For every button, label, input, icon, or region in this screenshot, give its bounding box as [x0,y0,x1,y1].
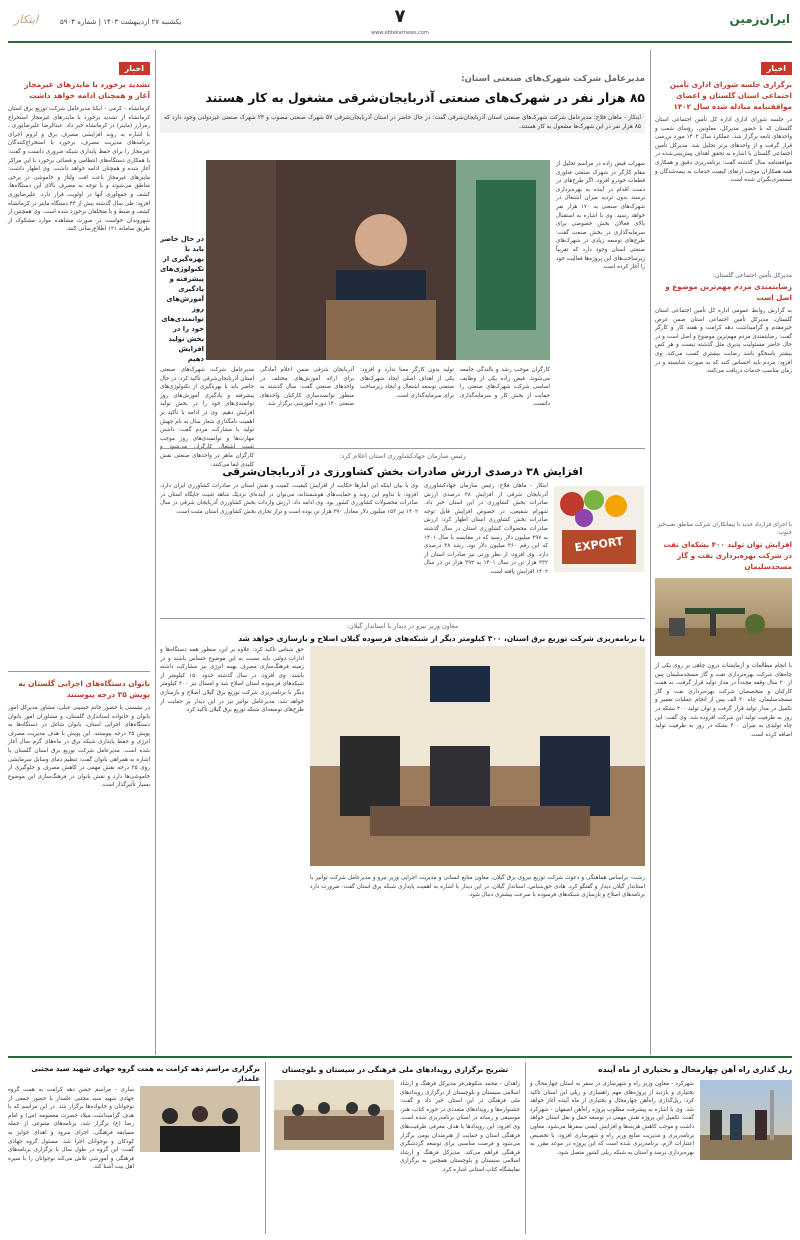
power-body-2: حق شناس تاکید کرد: علاوه بر این، منظور همه دستگاه‌ها و ادارات دولتی باید نسبت به این موضوع حساس باشند و در زمینه فرهنگ‌سازی مصرف بهینه انرژی نیز مشارکت داشته باشند. وی افزود: در سال گذشته حدود ۱۵۰ کیلومتر از شبکه‌های فرسوده استان اصلاح شد و امسال نیز ۳۰۰ کیلومتر دیگر با برنامه‌ریزی شرکت توزیع برق گیلان اصلاح و بازسازی خواهد شد. مدیرعامل توانیر نیز در این دیدار بر حمایت از طرح‌های توسعه‌ای شبکه توزیع برق گیلان تأکید کرد. [160,647,304,714]
export-image [554,486,644,572]
power-caption: معاون وزیر نیرو در دیدار با استاندار گیلان: [346,622,459,630]
b2-title: تشریح برگزاری رویدادهای ملی فرهنگی در سیستان و بلوچستان [281,1065,509,1074]
news-tag: اخبار [761,62,792,75]
export-kicker: رئیس سازمان جهادکشاورزی استان اعلام کرد: [339,452,466,460]
oil-pump-icon [655,578,792,656]
lead-body-1: سهراب قیض زاده در مراسم تجلیل از مقام کارگر در شهرک صنعتی فناوری قطعات خودرو افزود: اگر طرح‌های در دست اقدام در آینده به بهره‌برداری برسند بدون تردید میزان اشتغال در شهرک‌های صنعتی به ۱۷۰ هزار نفر خواهد رسید. وی با اشاره به استقبال بالای فعالان بخش خصوصی برای سرمایه‌گذاری در بخش صنعت گفت: طرح‌های توسعه زیادی در شهرک‌های صنعتی استان وجود دارد که تقریباً زیرساخت‌های این پروژه‌ها فعالیت خود را آغاز کرده است. [556,161,645,271]
meeting-room-icon [310,646,645,866]
lead-lede: ایتکار - ماهان فلاح: مدیرعامل شرکت شهرک‌های صنعتی استان آذربایجان‌شرقی گفت: در حال حاضر در استان آذربایجان‌شرقی ۵۷ شهرک صنعتی مصوب و ۲۳ شهرک صنعتی غیردولتی وجود دارد که ۸۵ هزار نفر در این شهرک‌ها مشغول به کار هستند. [160,113,645,133]
issue-line: یکشنبه ۲۷ اردیبهشت ۱۴۰۳ | شماره ۵۹۰۴ [60,18,182,26]
lead-body-5: آذربایجان شرقی ضمن اعلام آمادگی برای ارائه آموزش‌های مختلف در واحدهای صنعتی گفت: سال گذشته به منظور توانمندسازی کارکنان واحدهای صنعتی ۱۴۰ دوره آموزشی برگزار شد. [260,367,354,408]
masthead-rule [8,41,792,43]
left-story2-body: در نشستی با حضور خانم حسینی جبلی، مشاور مدیرکل امور بانوان و خانواده استانداری گلستان، و مشاوران امور بانوان دستگاه‌های اجرایی استان، بانوان شاغل در دستگاه‌ها به پویش ۲۵ درجه پیوستند. این پویش با هدف مدیریت مصرف انرژی و حفظ پایداری شبکه برق در ماه‌های گرم سال آغاز شده است. مدیرعامل شرکت توزیع برق استان گلستان با اشاره به همراهی بانوان گفت: تنظیم دمای وسایل سرمایشی روی ۲۵ درجه نقش مهمی در کاهش مصرف و جلوگیری از خاموشی‌ها دارد و نقش بانوان در فرهنگ‌سازی این موضوع بسیار تأثیرگذار است. [8,705,150,789]
export-body-1: ابتکار - ماهان فلاح: رئیس سازمان جهادکشاورزی آذربایجان شرقی از افزایش ۳۸ درصدی ارزش صادرات بخش کشاورزی در این استان خبر داد. شهرام شفیعی، در خصوص افزایش قابل توجه صادرات بخش کشاورزی استان اظهار کرد: ارزش صادرات محصولات کشاورزی استان در سال گذشته به ۴۹۷ میلیون دلار رسید که در مقایسه با سال ۱۴۰۱ که این رقم ۳۶۰ میلیون دلار بود، رشد ۳۸ درصدی دارد. وی افزود: از نظر وزنی نیز صادرات استان از ۳۳۲ هزار تن در سال ۱۴۰۱ به ۳۹۲ هزار تن در سال ۱۴۰۲ افزایش یافته است. [424,483,548,575]
website[interactable]: www.ebtekarnews.com [371,30,429,36]
page-number: ۷ [394,6,406,27]
bottom-rule-b [265,1062,266,1234]
right-column [655,56,792,1056]
right-story2-subtitle: مدیرکل تأمین اجتماعی گلستان: [713,272,792,279]
left-column [8,56,150,1056]
lead-kicker: مدیرعامل شرکت شهرک‌های صنعتی استان: [461,74,645,84]
col-rule-left [155,50,156,1055]
oil-well-photo [655,578,792,656]
lead-body-2b: مدیرعامل شرکت شهرک‌های صنعتی استان آذربایجان‌شرقی تأکید کرد: در حال حاضر باید با بهره‌گیری از تکنولوژی‌های پیشرفته و یادگیری آموزش‌های روز توانمندی‌های خود را در بخش تولید افزایش دهیم. وی در ادامه با تأکید بر اهمیت نامگذاری شعار سال به نام جهش تولید با مشارکت مردم گفت: داشتن مهارت‌ها و توانمندی‌های روز موجب کارگران ماهر در واحدهای صنعتی نقش کلیدی ایفا می‌کنند. [160,367,254,468]
logo-mark: ابتکار [13,13,39,26]
col-rule-right [650,50,651,1055]
bottom-rule [8,1056,792,1058]
export-body-2: وی با بیان اینکه این آمارها حکایت از افزایش کیفیت، کمیت و نقش استان در صادرات کشاورزی ایران دارد، افزود: با تداوم این روند و حمایت‌های هوشمندانه، می‌توان در آینده‌ای نزدیک شاهد تثبیت جایگاه استان در صادرات محصولات کشاورزی کشور بود. وی ادامه داد: ارزش واردات بخش کشاورزی آذربایجان شرقی در سال ۱۴۰۲ نیز ۱۵۳ میلیون دلار معادل ۳۹۰ هزار تن بوده است و تراز تجاری بخش کشاورزی استان مثبت است. [160,483,418,515]
left-story2-title: بانوان دستگاه‌های اجرایی گلستان به پویش ۲۵ درجه پیوستند [18,679,150,699]
left-story1-title: تشدید برخورد با مایدرهای غیرمجاز آغاز و همچنان ادامه خواهد داشت [24,80,150,100]
power-body-1: رشت- براساس هماهنگی و دعوت شرکت توزیع نیروی برق گیلان، معاون منابع انسانی و مدیریت اجرایی وزیر نیرو و مدیرعامل شرکت توانیر با استاندار گیلان دیدار و گفتگو کرد. هادی حق‌شناس، استاندار گیلان، در این دیدار با اشاره به اهمیت پایداری شبکه برق استان گفت: ضرورت دارد برنامه‌های اصلاح و بازسازی شبکه‌های فرسوده با سرعت بیشتری دنبال شود. [310,875,645,899]
export-crate-icon [554,486,644,572]
b2-body: زاهدان - محمد شکوهی‌فر مدیرکل فرهنگ و ارشاد اسلامی سیستان و بلوچستان از برگزاری رویدادهای ملی فرهنگی در این استان خبر داد و گفت: جشنواره‌ها و رویدادهای متعددی در حوزه کتاب، هنر، موسیقی و رسانه در استان برنامه‌ریزی شده است. وی افزود: این رویدادها با هدف معرفی ظرفیت‌های فرهنگی استان و حمایت از هنرمندان بومی برگزار می‌شود و فرصت مناسبی برای توسعه گردشگری فرهنگی فراهم می‌کند. مدیرکل فرهنگ و ارشاد اسلامی سیستان و بلوچستان همچنین به برگزاری نمایشگاه کتاب استانی اشاره کرد. [399,1081,520,1173]
export-title: افزایش ۳۸ درصدی ارزش صادرات بخش کشاورزی در آذربایجان‌شرقی [222,466,583,478]
construction-site-icon [700,1080,792,1160]
b3-photo [140,1086,260,1152]
lead-photo [206,160,550,360]
lead-pullquote: در حال حاضر باید با بهره‌گیری از تکنولوژی‌های پیشرفته و یادگیری آموزش‌های روز توانمندی‌های خود را در بخش تولید افزایش دهیم [160,235,204,363]
right-story2-body: به گزارش روابط عمومی اداره کل تأمین اجتماعی استان گلستان، مدیرکل تأمین اجتماعی استان ضمن عرض خیرمقدم و گرامیداشت دهه کرامت و هفته کار و کارگر گفت: رضایتمندی مردم مهم‌ترین موضوع و اصل است و در حال حاضر مسئولیت پذیری مثل گذشته نیست و هر کس بیشتر پاسخگو باشد رضایت بیشتری کسب می‌کند. وی افزود: مردم باید احساس کنند که به صورت شایسته و در زمان مناسب خدمات دریافت می‌کنند. [655,308,792,375]
left-story1-body: کرمانشاه - کرمی - ایکنا مدیرعامل شرکت توزیع برق استان کرمانشاه از تشدید برخورد با مایدرهای غیرمجاز استخراج رمزارز (ماینر) در کرمانشاه خبر داد. عبدالرضا علیرضاپوری ، با اشاره به روند افزایشی مصرف برق و لزوم اجرای برنامه‌های مدیریت مصرف، برخورد با استخراج‌کنندگان غیرمجاز را برای حفظ پایداری شبکه ضروری دانست و گفت: با همکاری دستگاه‌های انتظامی و قضائی برخورد با این مراکز آغاز شده و همچنان ادامه خواهد داشت. وی اظهار داشت: ماینرهای غیرمجاز باعث افت ولتاژ و خاموشی در برخی مناطق می‌شوند و با توجه به مصرف بالای این دستگاه‌ها، کشف و جمع‌آوری آنها در اولویت قرار دارد. علیرضاپوری افزود: طی سال گذشته بیش از ۴۴ دستگاه ماینر در کرمانشاه کشف و ضبط و با متخلفان برخورد شده است. وی همچنین از شهروندان خواست در صورت مشاهده موارد مشکوک از طریق سامانه ۱۲۱ اطلاع‌رسانی کنند. [8,106,150,233]
masthead [0,0,800,40]
b3-title: برگزاری مراسم دهه کرامت به همت گروه جهادی شهید سید مجتبی علمدار [31,1065,260,1083]
lead-headline: ۸۵ هزار نفر در شهرک‌های صنعتی آذربایجان‌شرقی مشغول به کار هستند [205,90,645,105]
meeting-photo [310,646,645,866]
b1-title: ریل گذاری راه آهن چهارمحال و بختیاری از ماه آینده [598,1065,792,1074]
right-story3-title: افزایش توان تولید ۴۰۰ بشکه‌ای نفت در شرکت بهره‌برداری نفت و گاز مسجدسلیمان [663,540,792,571]
right-story1-body: در جلسه شورای اداری اداره کل تأمین اجتماعی استان گلستان که با حضور مدیرکل، معاونین، رؤسای شعب و واحدهای تابعه برگزار شد، عملکرد سال ۱۴۰۲ مورد بررسی قرار گرفت و از واحدهای برتر تجلیل شد. مدیرکل تأمین اجتماعی گلستان با اشاره به تحقق اهداف پیش‌بینی‌شده در موافقتنامه سال گذشته گفت: برنامه‌ریزی دقیق و همکاری همه همکاران موجب ارتقای کیفیت خدمات به بیمه‌شدگان و مستمری‌بگیران شده است. [655,117,792,184]
lead-bottom-rule [160,448,645,449]
right-story1-title: برگزاری جلسه شورای اداری تأمین اجتماعی استان گلستان و اعضای موافقتنامه مبادله شده سال ۱۴۰۲ [669,80,792,111]
conference-table-icon [274,1080,394,1150]
news-tag-left: اخبار [119,62,150,75]
b1-photo [700,1080,792,1160]
b1-body: شهرکرد - معاون وزیر راه و شهرسازی در سفر به استان چهارمحال و بختیاری و بازدید از پروژه‌های مهم راهسازی و ریلی این استان تاکید کرد: ریل‌گذاری راه‌آهن چهارمحال و بختیاری از ماه آینده آغاز خواهد شد. وی با اشاره به پیشرفت مطلوب پروژه راه‌آهن اصفهان - شهرکرد گفت: تکمیل این پروژه نقش مهمی در توسعه حمل و نقل استان خواهد داشت و موجب کاهش هزینه‌ها و افزایش ایمنی سفرها می‌شود. معاون برنامه‌ریزی و مدیریت منابع وزیر راه و شهرسازی افزود: با تخصیص اعتبارات لازم، برنامه‌ریزی شده است که این پروژه در موعد مقرر به بهره‌برداری برسد و استان به شبکه ریلی کشور متصل شود. [530,1081,694,1156]
export-story [160,452,645,612]
speaker-at-podium-icon [206,160,550,360]
bottom-rule-a [525,1062,526,1234]
bottom-story-2 [270,1064,520,1234]
left-divider [8,671,150,672]
lead-body-4: تولید بدون کارگر معنا ندارد و افزود: یکی از اهداف اصلی ایجاد شهرک‌های صنعتی توسعه اشتغال و ایجاد زیرساخت برای سرمایه‌گذاری است. [360,367,454,399]
section-title: ایران‌زمین [729,12,790,26]
bottom-story-1 [530,1064,792,1234]
export-bottom-rule [160,618,645,619]
b2-photo [274,1080,394,1150]
ceremony-icon [140,1086,260,1152]
right-story3-kicker: با اجرای قرارداد جدید با پیمانکاران شرکت مناطق نفت‌خیز جنوب: [657,522,792,536]
export-label: EXPORT [573,534,625,555]
power-title: با برنامه‌ریزی شرکت توزیع برق استان، ۳۰۰ کیلومتر دیگر از شبکه‌های فرسوده گیلان اصلاح و بازسازی خواهد شد [238,634,645,643]
right-story2-title: رضایتمندی مردم مهم‌ترین موضوع و اصل است [665,282,792,302]
b3-body: ساری - مراسم جشن دهه کرامت به همت گروه جهادی شهید سید مجتبی علمدار با حضور جمعی از نوجوانان و خانواده‌ها برگزار شد. در این مراسم که با هدف گرامیداشت میلاد حضرت معصومه (س) و امام رضا (ع) برگزار شد، برنامه‌های متنوعی از جمله مسابقه فرهنگی، اجرای سرود و اهدای جوایز به کودکان و نوجوانان اجرا شد. مسئول گروه جهادی گفت: این گروه در طول سال با برگزاری برنامه‌های فرهنگی و آموزشی تلاش می‌کند نوجوانان را با سیره اهل بیت آشنا کند. [8,1087,134,1171]
right-story3-body: با انجام مطالعات و آزمایشات درون چاهی بر روی یکی از چاه‌های شرکت بهره‌برداری نفت و گاز مسجدسلیمان پس از ۲۰ سال وقفه مجدداً در مدار تولید قرار گرفت. به همت کارکنان و متخصصان شرکت بهره‌برداری نفت و گاز مسجدسلیمان، چاه ۳۰ الف پس از انجام عملیات تعمیر و تکمیل در مدار تولید قرار گرفت و توان تولید ۴۰۰ بشکه در روز به ظرفیت تولید این شرکت افزوده شد. وی گفت: این چاه تولیدی به میزان ۴۰۰ بشکه در روز به ظرفیت تولید اضافه کرده است. [655,663,792,738]
power-story [160,622,645,1052]
lead-body-3: کارگران موجب رشد و بالندگی جامعه می‌شوند. قیض زاده یکی از وظایف اساسی شرکت شهرک‌های صنعتی را حمایت از بخش کار و سرمایه‌گذاری دانست. [460,367,550,408]
bottom-story-3 [8,1064,260,1234]
